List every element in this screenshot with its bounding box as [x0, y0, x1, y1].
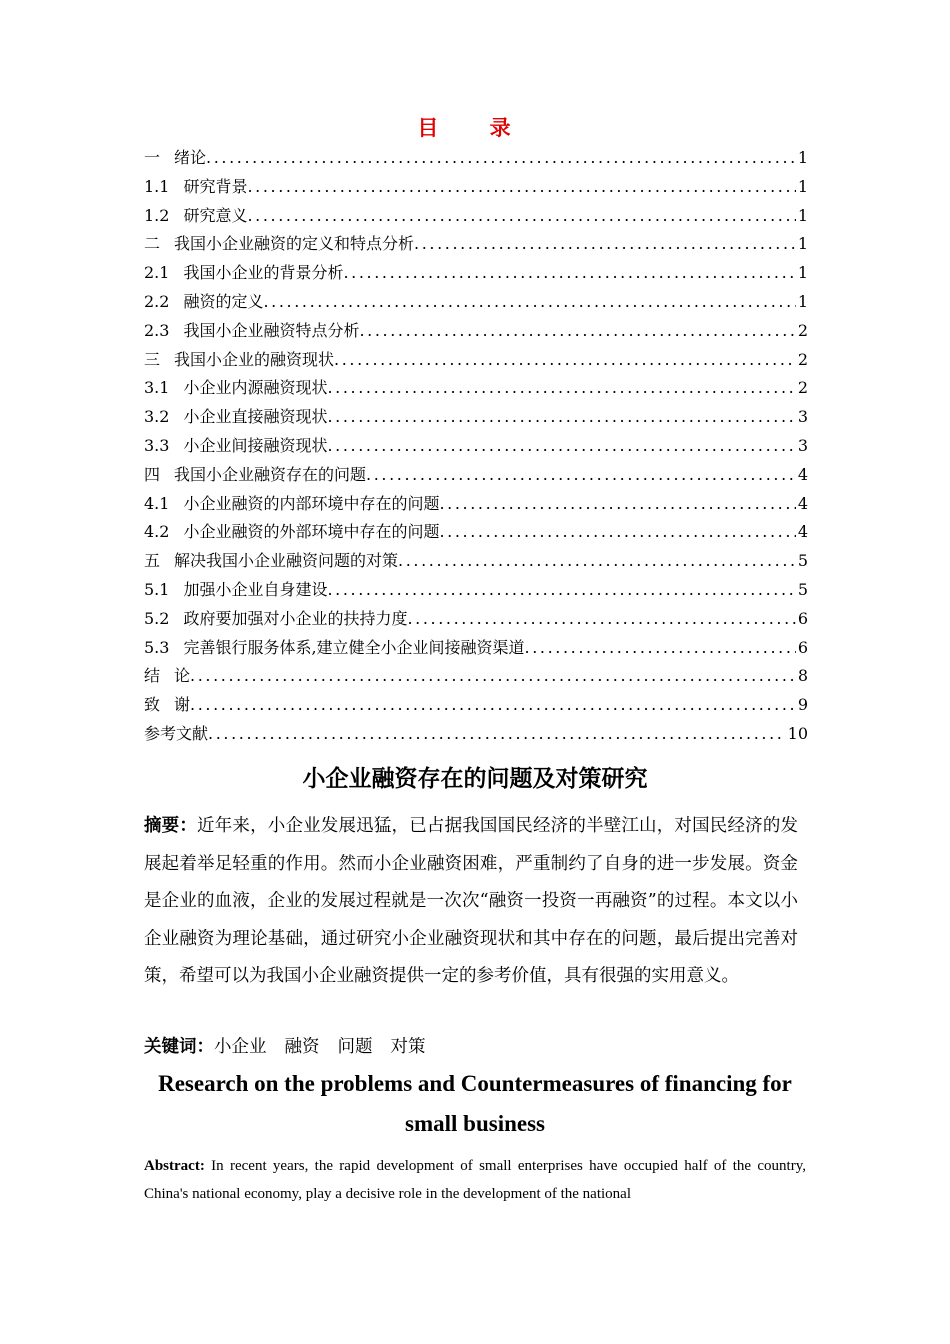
toc-entry-number: 4.2: [144, 522, 170, 542]
toc-entry-number: 5.1: [144, 579, 170, 599]
toc-entry[interactable]: [144, 462, 808, 491]
toc-page-number: 4: [797, 522, 808, 542]
toc-entry[interactable]: [144, 404, 808, 433]
toc-entry-text: 小企业间接融资现状: [183, 435, 328, 455]
toc-entry-text: 加强小企业自身建设: [183, 579, 328, 599]
toc-entry[interactable]: [144, 635, 808, 664]
toc-entry-text: 小企业融资的内部环境中存在的问题: [183, 493, 440, 513]
chinese-abstract: [144, 808, 798, 996]
toc-entry-number: 致: [144, 695, 161, 715]
toc-leader-dots: [327, 378, 795, 397]
toc-entry-number: 3.3: [144, 435, 170, 455]
toc-leader-dots: [190, 695, 796, 714]
toc-entry-text: 我国小企业的背景分析: [183, 263, 344, 283]
toc-entry-text: 小企业内源融资现状: [183, 378, 328, 398]
keyword: 对策: [390, 1037, 426, 1057]
toc-entry[interactable]: [144, 606, 808, 635]
keyword: 问题: [337, 1037, 373, 1057]
english-abstract-label: Abstract:: [144, 1158, 205, 1174]
toc-page-number: 1: [797, 148, 808, 167]
toc-entry-number: 5.2: [144, 608, 170, 628]
toc-leader-dots: [247, 206, 795, 225]
toc-page-number: 2: [797, 320, 808, 340]
toc-entry-number: 2.2: [144, 291, 170, 311]
toc-leader-dots: [359, 321, 795, 340]
toc-entry-text: 小企业融资的外部环境中存在的问题: [183, 522, 440, 542]
toc-leader-dots: [327, 580, 795, 599]
toc-entry-text: 研究意义: [183, 205, 248, 225]
toc-page-number: 1: [797, 205, 808, 225]
toc-page-number: 6: [797, 637, 808, 657]
toc-page-number: 4: [797, 464, 808, 484]
toc-leader-dots: [206, 148, 796, 167]
toc-page-number: 8: [797, 666, 808, 686]
abstract-text: 近年来，小企业发展迅猛，已占据我国国民经济的半壁江山，对国民经济的发展起着举足轻重的作用。然而小企业融资困难，严重制约了自身的进一步发展。资金是企业的血液，企业的发展过程就是一次次“融资一投资一再融资”的过程。本文以小企业融资为理论基础，通过研究小企业融资现状和其中存在的问题，最后提出完善对策，希望可以为我国小企业融资提供一定的参考价值，具有很强的实用意义。: [144, 816, 799, 987]
toc-entry-number: 5.3: [144, 637, 170, 657]
paper-title: 小企业融资存在的问题及对策研究: [302, 766, 648, 792]
toc-page-number: 2: [797, 349, 808, 369]
toc-entry[interactable]: [144, 347, 808, 376]
keywords-label: 关键词：: [144, 1037, 214, 1057]
toc-page-number: 6: [797, 608, 808, 628]
toc-entry[interactable]: [144, 663, 808, 692]
toc-leader-dots: [190, 666, 796, 685]
toc-entry[interactable]: [144, 519, 808, 548]
toc-leader-dots: [343, 263, 795, 282]
toc-entry[interactable]: [144, 577, 808, 606]
toc-page-number: 4: [797, 493, 808, 513]
toc-entry-number: 一: [144, 148, 161, 167]
toc-page-number: 1: [797, 263, 808, 283]
toc-leader-dots: [439, 522, 795, 541]
toc-page-number: 1: [797, 176, 808, 196]
toc-entry[interactable]: [144, 375, 808, 404]
abstract-label: 摘要：: [144, 816, 198, 836]
toc-leader-dots: [439, 494, 795, 513]
toc-entry-number: 3.2: [144, 407, 170, 427]
toc-entry-text: 绪论: [174, 148, 207, 167]
toc-entry-number: 2.3: [144, 320, 170, 340]
toc-leader-dots: [334, 350, 796, 369]
toc-page-number: 2: [797, 378, 808, 398]
english-title: Research on the problems and Countermeasures of financing for small business: [158, 1071, 792, 1136]
toc-entry-text: 我国小企业的融资现状: [174, 349, 335, 369]
toc-leader-dots: [366, 465, 796, 484]
toc-page-number: 3: [797, 435, 808, 455]
toc-page-number: 1: [797, 291, 808, 311]
toc-page-number: 3: [797, 407, 808, 427]
toc-entry-number: 4.1: [144, 493, 170, 513]
toc-entry-text: 政府要加强对小企业的扶持力度: [183, 608, 408, 628]
toc-leader-dots: [327, 407, 795, 426]
toc-leader-dots: [407, 609, 795, 628]
toc-entry[interactable]: [144, 692, 808, 721]
toc-leader-dots: [525, 638, 796, 657]
toc-entry-text: 完善银行服务体系,建立健全小企业间接融资渠道: [183, 637, 525, 657]
toc-entry[interactable]: [144, 433, 808, 462]
toc-entry-text: 我国小企业融资存在的问题: [174, 464, 367, 484]
toc-entry-text: 研究背景: [183, 176, 248, 196]
toc-page-number: 10: [787, 723, 808, 743]
toc-page-number: 9: [797, 695, 808, 715]
toc-leader-dots: [208, 724, 786, 743]
toc-entry[interactable]: [144, 491, 808, 520]
keyword: 小企业: [214, 1037, 267, 1057]
toc-entry[interactable]: [144, 145, 808, 174]
toc-page-number: 5: [797, 551, 808, 571]
toc-entry[interactable]: [144, 548, 808, 577]
toc-entry-number: 三: [144, 349, 161, 369]
toc-entry-number: 五: [144, 551, 161, 571]
toc-title: 目 录: [417, 116, 533, 140]
keyword: 融资: [284, 1037, 320, 1057]
toc-page-number: 1: [797, 234, 808, 254]
toc-leader-dots: [247, 177, 795, 196]
toc-leader-dots: [398, 551, 796, 570]
toc-leader-dots: [327, 436, 795, 455]
toc-entry-number: 参考文献: [144, 723, 209, 743]
toc-entry-number: 3.1: [144, 378, 170, 398]
toc-page-number: 5: [797, 579, 808, 599]
toc-entry-text: 论: [174, 666, 191, 686]
toc-entry[interactable]: [144, 203, 808, 232]
toc-leader-dots: [263, 292, 795, 311]
table-of-contents: [144, 145, 808, 750]
toc-leader-dots: [414, 234, 796, 253]
toc-entry-number: 结: [144, 666, 161, 686]
toc-entry-number: 1.2: [144, 205, 170, 225]
toc-entry[interactable]: [144, 231, 808, 260]
toc-entry-text: 谢: [174, 695, 191, 715]
toc-entry[interactable]: [144, 318, 808, 347]
toc-entry-number: 二: [144, 234, 161, 254]
toc-entry-number: 1.1: [144, 176, 170, 196]
toc-entry[interactable]: [144, 721, 808, 750]
toc-entry-number: 四: [144, 464, 161, 484]
toc-entry-text: 我国小企业融资的定义和特点分析: [174, 234, 415, 254]
keywords-line: [144, 1030, 804, 1064]
english-abstract-text: In recent years, the rapid development of small enterprises have occupied half of the country, China's national economy, play a decisive role in the development of the national: [144, 1158, 807, 1202]
english-abstract: [144, 1152, 806, 1208]
toc-entry-text: 小企业直接融资现状: [183, 407, 328, 427]
toc-entry[interactable]: [144, 174, 808, 203]
toc-entry-number: 2.1: [144, 263, 170, 283]
toc-entry-text: 解决我国小企业融资问题的对策: [174, 551, 399, 571]
toc-entry[interactable]: [144, 289, 808, 318]
toc-entry-text: 融资的定义: [183, 291, 264, 311]
toc-entry[interactable]: [144, 260, 808, 289]
toc-entry-text: 我国小企业融资特点分析: [183, 320, 360, 340]
